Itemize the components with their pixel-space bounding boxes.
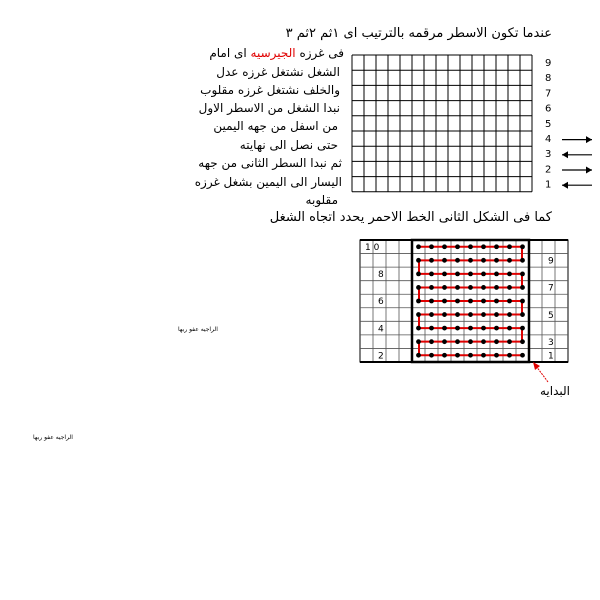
stitch-dot <box>429 326 434 331</box>
stitch-dot <box>416 285 421 290</box>
stitch-dot <box>494 285 499 290</box>
instruction-line-6: حتى نصل الى نهايته <box>239 138 338 152</box>
stitch-dot <box>416 271 421 276</box>
stitch-dot <box>520 271 525 276</box>
stitch-dot <box>455 339 460 344</box>
stitch-dot <box>507 244 512 249</box>
stitch-dot <box>468 299 473 304</box>
stitch-dot <box>416 258 421 263</box>
stitch-dot <box>494 326 499 331</box>
stitch-dot <box>468 285 473 290</box>
stitch-dot <box>507 326 512 331</box>
instruction-line-3: والخلف نشتغل غرزه مقلوب <box>200 83 340 97</box>
instruction-highlight: الجيرسيه <box>250 46 296 60</box>
stitch-dot <box>429 353 434 358</box>
stitch-dot <box>494 244 499 249</box>
stitch-dot <box>520 339 525 344</box>
stitch-dot <box>416 353 421 358</box>
stitch-dot <box>442 326 447 331</box>
stitch-dot <box>481 258 486 263</box>
grid2-left-number: 1 0 <box>365 243 380 253</box>
stitch-dot <box>455 244 460 249</box>
diagram-heading: عندما تكون الاسطر مرقمه بالترتيب اى ١ثم ٢ثم ٣ <box>285 26 552 41</box>
grid1-row-number: 7 <box>545 88 552 100</box>
stitch-dot <box>429 299 434 304</box>
stitch-dot <box>507 258 512 263</box>
instruction-line-5: من اسفل من جهه اليمين <box>213 119 338 133</box>
grid1-row-number: 6 <box>545 103 552 115</box>
stitch-dot <box>455 353 460 358</box>
stitch-dot <box>507 312 512 317</box>
stitch-dot <box>494 258 499 263</box>
instruction-line-4: نبدا الشغل من الاسطر الاول <box>198 101 340 115</box>
stitch-dot <box>429 312 434 317</box>
grid1-row-number: 8 <box>545 73 552 85</box>
arrow-right-head <box>586 167 592 174</box>
start-pointer-head <box>533 362 540 370</box>
stitch-dot <box>429 244 434 249</box>
stitch-dot <box>416 339 421 344</box>
stitch-dot <box>455 312 460 317</box>
instruction-line-8: اليسار الى اليمين بشغل غرزه <box>194 175 342 189</box>
stitch-dot <box>520 353 525 358</box>
stitch-dot <box>468 312 473 317</box>
instruction-line-7: ثم نبدا السطر الثانى من جهه <box>198 156 342 170</box>
stitch-dot <box>507 299 512 304</box>
stitch-dot <box>481 244 486 249</box>
stitch-dot <box>520 312 525 317</box>
stitch-dot <box>507 285 512 290</box>
stitch-dot <box>429 285 434 290</box>
instruction-line-9: مقلوبه <box>305 193 338 207</box>
instruction-line-1-after: اى امام <box>209 46 251 60</box>
stitch-dot <box>442 339 447 344</box>
grid1-row-number: 5 <box>545 118 552 130</box>
stitch-dot <box>442 299 447 304</box>
arrow-left-head <box>562 151 568 158</box>
grid1-row-number: 4 <box>545 134 552 145</box>
stitch-dot <box>494 312 499 317</box>
grid2-right-number: 1 <box>548 351 554 362</box>
stitch-dot <box>507 271 512 276</box>
instruction-line-2: الشغل نشتغل غرزه عدل <box>216 65 340 79</box>
start-label: البدايه <box>540 384 571 398</box>
stitch-dot <box>481 339 486 344</box>
arrow-left-head <box>562 182 568 189</box>
stitch-dot <box>429 339 434 344</box>
stitch-dot <box>468 244 473 249</box>
stitch-dot <box>520 285 525 290</box>
grid1-row-number: 3 <box>545 149 552 161</box>
stitch-dot <box>442 258 447 263</box>
grid2-right-number: 5 <box>548 310 554 321</box>
stitch-dot <box>494 339 499 344</box>
stitch-dot <box>416 299 421 304</box>
stitch-dot <box>468 271 473 276</box>
watermark-2: الراجيه عفو ربها <box>33 434 73 441</box>
start-pointer-shaft <box>536 366 548 382</box>
stitch-dot <box>416 312 421 317</box>
grid2-left-number: 4 <box>378 324 384 335</box>
stitch-dot <box>455 285 460 290</box>
stitch-dot <box>416 244 421 249</box>
figure2-caption: كما فى الشكل الثانى الخط الاحمر يحدد اتجاه الشغل <box>269 210 552 225</box>
stitch-dot <box>429 271 434 276</box>
stitch-dot <box>494 353 499 358</box>
grid2-left-number: 8 <box>378 270 384 281</box>
stitch-dot <box>481 285 486 290</box>
stitch-dot <box>455 299 460 304</box>
stitch-dot <box>455 326 460 331</box>
stitch-dot <box>455 258 460 263</box>
arrow-right-head <box>586 136 592 143</box>
stitch-dot <box>468 353 473 358</box>
stitch-dot <box>468 326 473 331</box>
stitch-dot <box>481 299 486 304</box>
stitch-dot <box>416 326 421 331</box>
stitch-dot <box>494 299 499 304</box>
instruction-line-1-before: فى غرزه <box>295 46 344 60</box>
stitch-dot <box>481 271 486 276</box>
stitch-dot <box>520 258 525 263</box>
stitch-dot <box>481 326 486 331</box>
stitch-dot <box>468 258 473 263</box>
grid1-row-number: 9 <box>545 58 552 69</box>
stitch-dot <box>494 271 499 276</box>
stitch-dot <box>520 326 525 331</box>
stitch-dot <box>468 339 473 344</box>
grid2-right-number: 7 <box>548 283 554 294</box>
grid2-right-number: 3 <box>548 337 554 348</box>
grid2-left-number: 6 <box>378 297 384 308</box>
grid1-row-number: 2 <box>545 164 552 176</box>
watermark-1: الراجيه عفو ربها <box>178 326 218 333</box>
grid1-row-number: 1 <box>545 179 552 191</box>
stitch-dot <box>481 312 486 317</box>
stitch-dot <box>442 285 447 290</box>
stitch-dot <box>442 244 447 249</box>
stitch-dot <box>429 258 434 263</box>
stitch-dot <box>507 339 512 344</box>
stitch-dot <box>442 271 447 276</box>
stitch-dot <box>507 353 512 358</box>
stitch-dot <box>520 299 525 304</box>
stitch-dot <box>442 353 447 358</box>
stitch-dot <box>520 244 525 249</box>
stitch-dot <box>481 353 486 358</box>
grid2-left-number: 2 <box>378 351 384 362</box>
stitch-dot <box>455 271 460 276</box>
stitch-dot <box>442 312 447 317</box>
grid2-right-number: 9 <box>548 256 554 267</box>
